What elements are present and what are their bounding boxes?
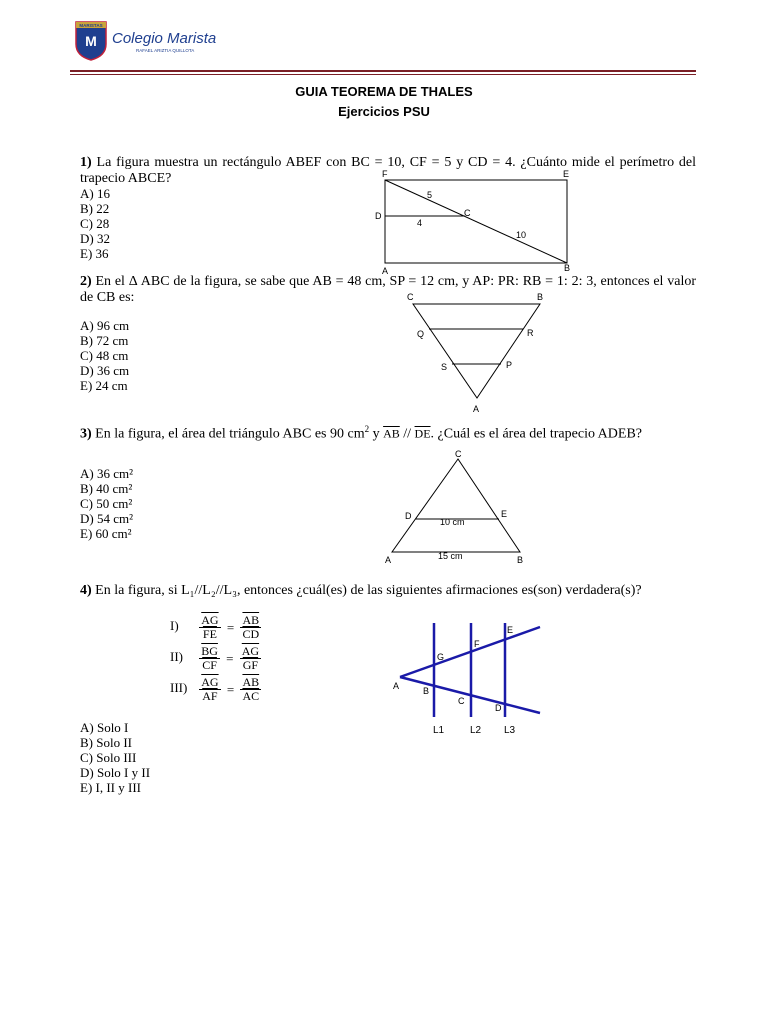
superscript: 2 — [364, 424, 370, 434]
question-4 — [80, 583, 696, 599]
label-c: C — [455, 449, 462, 459]
statement-2 — [170, 645, 261, 672]
label-e: E — [507, 625, 514, 635]
denominator: GF — [242, 658, 259, 672]
option-d: D) Solo I y II — [80, 765, 151, 780]
fraction-right — [240, 614, 261, 641]
option-e: E) 60 cm² — [80, 526, 132, 541]
option-c: C) 50 cm² — [80, 496, 133, 511]
segment-de: $\overline{DE}$ — [414, 426, 431, 441]
header-rule-top — [70, 70, 696, 72]
denominator: FE — [202, 627, 217, 641]
fraction-left — [199, 676, 220, 703]
numerator: $\overline{AG}$ — [201, 675, 219, 689]
numerator: $\overline{AB}$ — [242, 675, 260, 689]
q1-options — [80, 186, 110, 261]
label-b: B — [423, 686, 430, 696]
fraction-left — [199, 614, 220, 641]
crest-text: MARISTAS — [79, 23, 103, 28]
statement-label: I) — [170, 618, 179, 634]
label-a: A — [393, 681, 400, 691]
q3-options — [80, 466, 133, 541]
school-name: Colegio Marista — [112, 30, 217, 47]
statement-label: II) — [170, 649, 183, 665]
doc-title: GUIA TEOREMA DE THALES — [295, 84, 473, 99]
question-text: La figura muestra un rectángulo ABEF con BC = 10, CF = 5 y CD = 4. ¿Cuánto mide el perímetro del trapecio ABCE? — [80, 155, 696, 186]
school-logo — [72, 18, 232, 62]
question-3 — [80, 421, 696, 443]
label-b: B — [564, 263, 571, 273]
fraction-right — [240, 645, 261, 672]
equals-sign: = — [226, 681, 235, 697]
label-e: E — [501, 509, 508, 519]
label-p: P — [506, 360, 513, 370]
label-g: G — [437, 652, 445, 662]
option-c: C) 28 — [80, 216, 110, 231]
question-text: En el Δ ABC de la figura, se sabe que AB = 48 cm, SP = 12 cm, y AP: PR: RB = 1: 2: 3, entonces el valor de CB es: — [80, 274, 697, 305]
school-subname: RAFAEL ARIZTIA QUILLOTA — [136, 48, 195, 53]
option-a: A) Solo I — [80, 720, 129, 735]
statement-1 — [170, 614, 261, 641]
denominator: CD — [242, 627, 260, 641]
denominator: AC — [242, 689, 260, 703]
option-b: B) 40 cm² — [80, 481, 133, 496]
label-d: D — [375, 211, 382, 221]
label-d: D — [405, 511, 412, 521]
label-f: F — [382, 169, 388, 179]
question-text: En la figura, si L₁//L₂//L₃, entonces ¿cuál(es) de las siguientes afirmaciones es(son) verdadera(s)? — [95, 583, 642, 598]
label-d: D — [495, 703, 502, 713]
q3-figure — [380, 445, 540, 570]
question-text-b: y — [369, 426, 384, 442]
question-text-c: . ¿Cuál es el área del trapecio ADEB? — [430, 426, 643, 442]
option-b: B) 22 — [80, 201, 110, 216]
option-c: C) Solo III — [80, 750, 137, 765]
equals-sign: = — [226, 619, 235, 635]
label-b: B — [517, 555, 524, 565]
option-b: B) Solo II — [80, 735, 132, 750]
svg-text:M: M — [85, 33, 97, 49]
question-number: 4) — [80, 583, 92, 598]
question-2 — [80, 274, 696, 306]
doc-subtitle: Ejercicios PSU — [338, 104, 430, 119]
q1-figure — [370, 168, 580, 276]
question-number: 3) — [80, 426, 92, 442]
option-b: B) 72 cm — [80, 333, 129, 348]
q4-figure — [385, 615, 550, 740]
option-a: A) 96 cm — [80, 318, 130, 333]
label-s: S — [441, 362, 448, 372]
label-a: A — [385, 555, 392, 565]
q2-figure — [400, 290, 560, 416]
label-a: A — [382, 266, 389, 276]
label-l2: L2 — [470, 725, 482, 736]
numerator: $\overline{BG}$ — [201, 644, 218, 658]
option-a: A) 16 — [80, 186, 110, 201]
q2-options — [80, 318, 129, 393]
label-f: F — [474, 639, 480, 649]
segment-ab: $\overline{AB}$ — [383, 426, 400, 441]
label-4: 4 — [417, 218, 423, 228]
fraction-left — [199, 645, 220, 672]
option-d: D) 36 cm — [80, 363, 130, 378]
statement-3 — [170, 676, 261, 703]
label-c: C — [407, 292, 414, 302]
parallel-symbol: // — [399, 426, 415, 442]
numerator: $\overline{AG}$ — [241, 644, 260, 658]
label-10: 10 — [516, 230, 527, 240]
option-d: D) 54 cm² — [80, 511, 133, 526]
label-5: 5 — [427, 190, 433, 200]
question-number: 1) — [80, 155, 92, 170]
q4-options — [80, 720, 150, 795]
fraction-right — [240, 676, 261, 703]
denominator: AF — [202, 689, 218, 703]
numerator: $\overline{AB}$ — [242, 613, 260, 627]
label-de-length: 10 cm — [440, 517, 465, 527]
option-e: E) I, II y III — [80, 780, 141, 795]
numerator: $\overline{AG}$ — [201, 613, 219, 627]
header-rule-bottom — [70, 74, 696, 75]
label-r: R — [527, 328, 534, 338]
label-l1: L1 — [433, 725, 445, 736]
option-e: E) 36 — [80, 246, 109, 261]
question-text-a: En la figura, el área del triángulo ABC es 90 cm — [95, 426, 365, 442]
label-ab-length: 15 cm — [438, 551, 463, 561]
option-d: D) 32 — [80, 231, 110, 246]
option-a: A) 36 cm² — [80, 466, 133, 481]
question-number: 2) — [80, 274, 92, 289]
label-c: C — [464, 208, 471, 218]
option-e: E) 24 cm — [80, 378, 128, 393]
label-q: Q — [417, 329, 425, 339]
option-c: C) 48 cm — [80, 348, 129, 363]
label-l3: L3 — [504, 725, 516, 736]
label-b: B — [537, 292, 544, 302]
label-e: E — [563, 169, 570, 179]
equals-sign: = — [226, 650, 234, 666]
denominator: CF — [202, 658, 217, 672]
statement-label: III) — [170, 680, 188, 696]
label-c: C — [458, 696, 465, 706]
label-a: A — [473, 404, 480, 414]
